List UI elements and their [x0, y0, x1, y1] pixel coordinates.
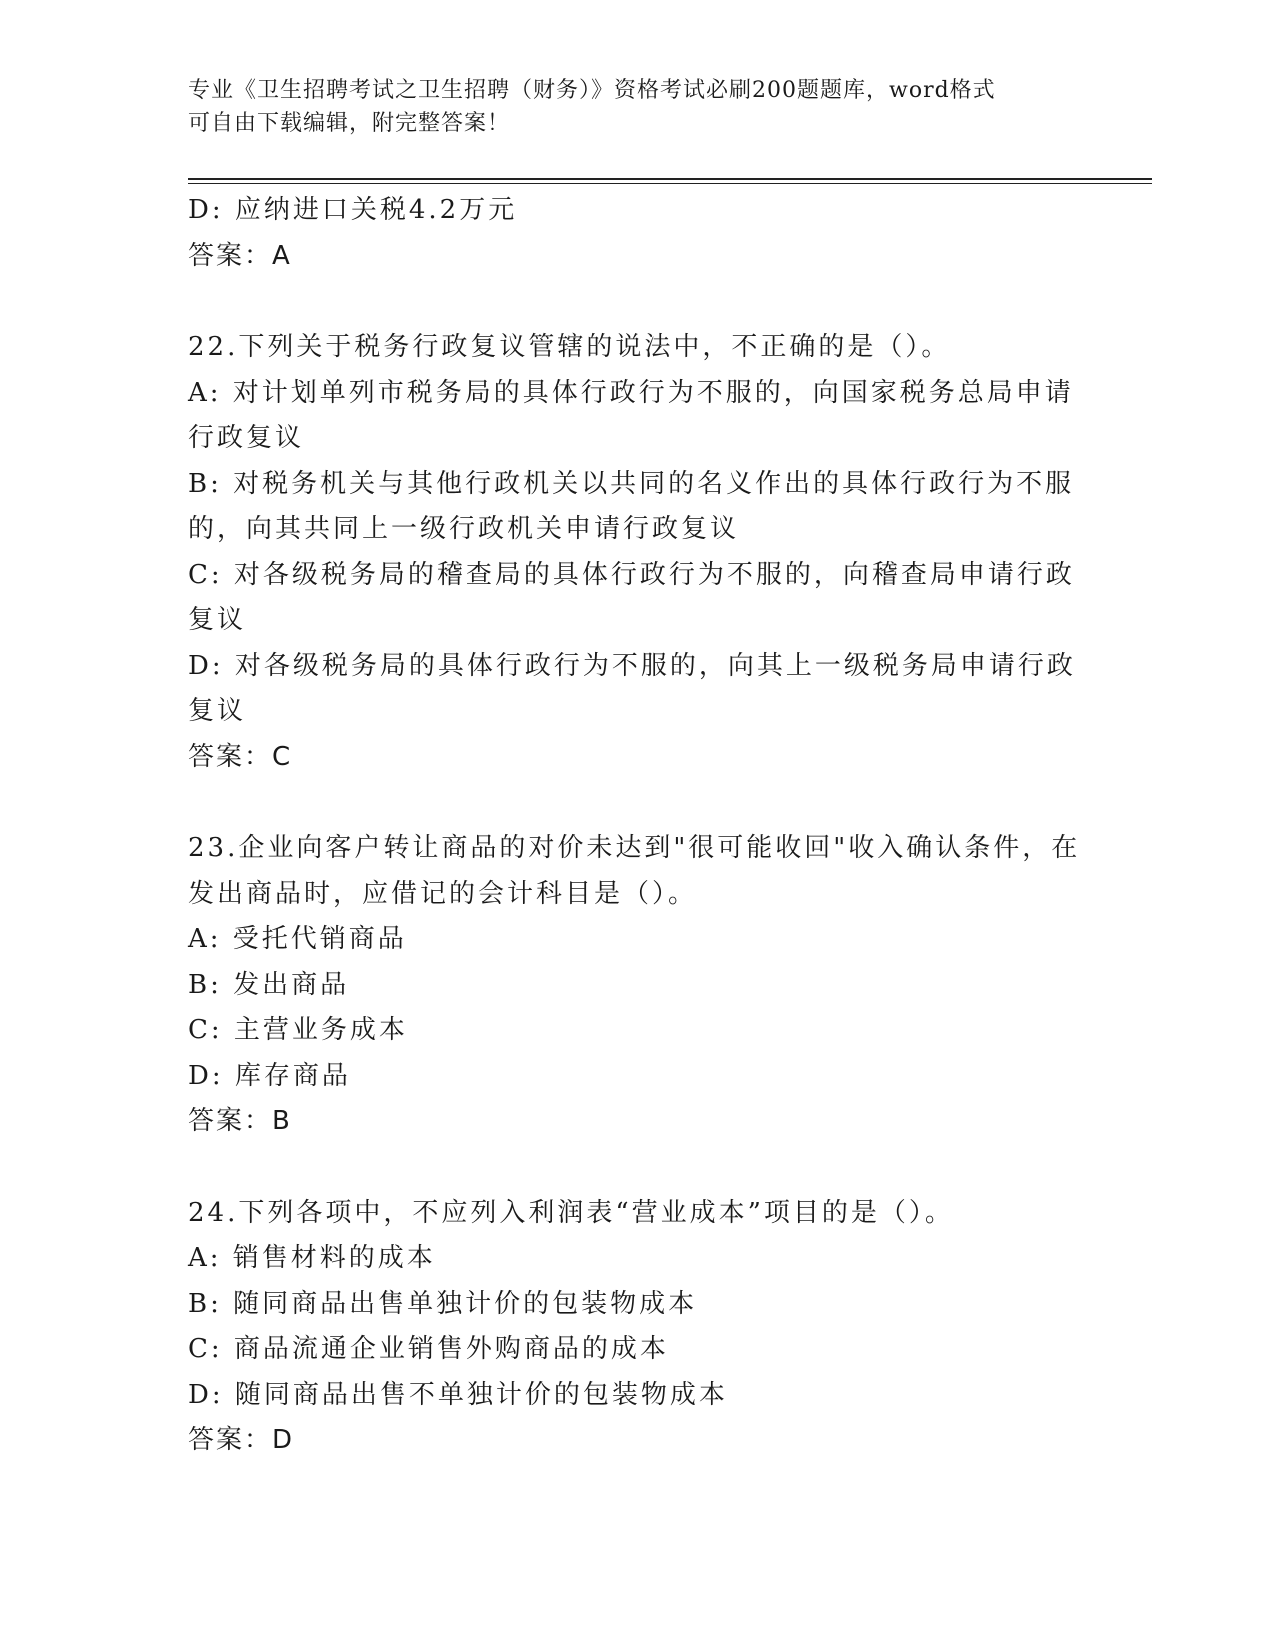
question-stem: 24.下列各项中，不应列入利润表“营业成本”项目的是（）。: [188, 1197, 954, 1228]
option-d: D: 随同商品出售不单独计价的包装物成本: [188, 1379, 728, 1410]
question-stem: 22.下列关于税务行政复议管辖的说法中，不正确的是（）。: [188, 332, 951, 362]
question-stem-cont: 发出商品时，应借记的会计科目是（）。: [188, 878, 698, 909]
option-d: D: 应纳进口关税4.2万元: [188, 195, 518, 225]
answer: 答案：A: [188, 240, 292, 271]
answer: 答案：B: [188, 1106, 292, 1136]
option-d: D: 对各级税务局的具体行政行为不服的，向其上一级税务局申请行政: [188, 650, 1076, 681]
option-c: C: 商品流通企业销售外购商品的成本: [188, 1334, 669, 1364]
header-line-2: 可自由下载编辑，附完整答案！: [188, 111, 511, 136]
question-23: [188, 826, 1088, 1145]
question-22: [188, 325, 1088, 780]
option-a: A: 对计划单列市税务局的具体行政行为不服的，向国家税务总局申请: [188, 377, 1074, 408]
option-b: B: 发出商品: [188, 969, 350, 1000]
option-a: A: 销售材料的成本: [188, 1243, 436, 1273]
header-rule-thin: [188, 183, 1152, 184]
spacer: [188, 1145, 1088, 1191]
option-b: B: 随同商品出售单独计价的包装物成本: [188, 1288, 698, 1319]
document-header: [188, 74, 1088, 140]
option-d: D: 库存商品: [188, 1060, 351, 1091]
question-stem: 23.企业向客户转让商品的对价未达到"很可能收回"收入确认条件，在: [188, 833, 1081, 863]
question-24: [188, 1191, 1088, 1464]
option-c: C: 主营业务成本: [188, 1015, 408, 1045]
header-line-1: 专业《卫生招聘考试之卫生招聘（财务）》资格考试必刷200题题库，word格式: [188, 78, 996, 103]
option-c-cont: 复议: [188, 605, 247, 635]
option-b: B: 对税务机关与其他行政机关以共同的名义作出的具体行政行为不服: [188, 468, 1075, 499]
header-rule-thick: [188, 178, 1152, 180]
option-b-cont: 的，向其共同上一级行政机关申请行政复议: [188, 514, 740, 544]
option-c: C: 对各级税务局的稽查局的具体行政行为不服的，向稽查局申请行政: [188, 559, 1075, 590]
document-body: [188, 188, 1088, 1464]
option-d-cont: 复议: [188, 696, 247, 726]
option-a: A: 受托代销商品: [188, 924, 407, 954]
previous-question-tail: [188, 188, 1088, 279]
spacer: [188, 279, 1088, 325]
answer: 答案：C: [188, 741, 293, 772]
option-a-cont: 行政复议: [188, 423, 305, 453]
answer: 答案：D: [188, 1425, 295, 1455]
spacer: [188, 780, 1088, 826]
